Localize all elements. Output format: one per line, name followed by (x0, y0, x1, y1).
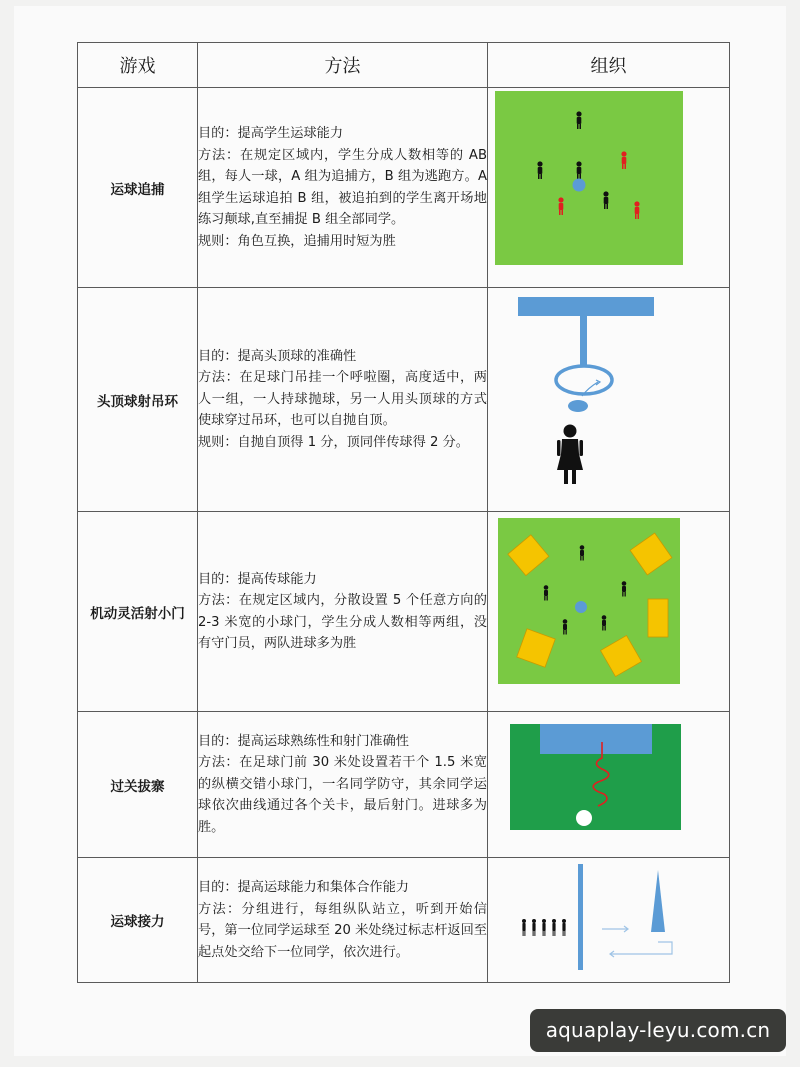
student-icon (557, 425, 583, 485)
game-name: 过关拔寨 (78, 712, 198, 858)
game-name: 头顶球射吊环 (78, 288, 198, 512)
table-row (78, 288, 730, 512)
game-description (198, 288, 488, 512)
game-description (198, 88, 488, 288)
method-line: 方法：在规定区域内，分散设置 5 个任意方向的 2-3 米宽的小球门，学生分成人数相等两组，没有守门员，两队进球多为胜 (198, 593, 487, 651)
game-description (198, 512, 488, 712)
diagram-cell (488, 288, 730, 512)
header-game: 游戏 (78, 43, 198, 88)
return-arrow-icon (610, 942, 672, 954)
method-line: 方法：在足球门吊挂一个呼啦圈，高度适中，两人一组，一人持球抛球，另一人用头顶球的方式使球穿过吊环，也可以自抛自顶。 (198, 370, 487, 429)
table-row (78, 88, 730, 288)
table-row (78, 858, 730, 983)
table-row (78, 712, 730, 858)
goal-line: 目的：提高传球能力 (198, 571, 317, 587)
game-name: 机动灵活射小门 (78, 512, 198, 712)
table-header-row (78, 43, 730, 88)
ball-icon (568, 400, 588, 412)
games-table (77, 42, 730, 983)
method-line: 方法：分组进行，每组纵队站立，听到开始信号，第一位同学运球至 20 米处绕过标志杆返回至起点处交给下一位同学，依次进行。 (198, 901, 487, 960)
game-description (198, 712, 488, 858)
ball-icon (573, 179, 586, 192)
goal-icon (540, 724, 652, 754)
ball-icon (575, 601, 587, 613)
start-line-icon (578, 864, 583, 970)
goal-line: 目的：提高学生运球能力 (198, 126, 344, 141)
game-name: 运球追捕 (78, 88, 198, 288)
game-name: 运球接力 (78, 858, 198, 983)
table-row (78, 512, 730, 712)
goal-crossbar-icon (518, 297, 654, 316)
header-organization: 组织 (488, 43, 730, 88)
dribble-relay-diagram (510, 864, 710, 976)
diagram-cell (488, 88, 730, 288)
ball-icon (576, 810, 592, 826)
pass-gates-diagram (510, 724, 692, 836)
dribble-chase-diagram (495, 91, 685, 267)
method-line: 方法：在规定区域内，学生分成人数相等的 AB 组，每人一球，A 组为追捕方，B 组为逃跑方。A 组学生运球追拍 B 组，被追拍到的学生离开场地练习颠球,直至捕捉 B 组全部同学。 (198, 147, 487, 227)
hoop-icon (556, 366, 612, 394)
goal-line: 目的：提高头顶球的准确性 (198, 348, 357, 364)
diagram-cell (488, 858, 730, 983)
diagram-cell (488, 512, 730, 712)
method-line: 方法：在足球门前 30 米处设置若干个 1.5 米宽的纵横交错小球门，一名同学防守，其余同学运球依次曲线通过各个关卡，最后射门。进球多为胜。 (198, 755, 487, 835)
diagram-cell (488, 712, 730, 858)
game-description (198, 858, 488, 983)
goal-line: 目的：提高运球能力和集体合作能力 (198, 880, 409, 895)
header-hoop-diagram (518, 296, 708, 496)
rule-line: 规则：自抛自顶得 1 分，顶同伴传球得 2 分。 (198, 434, 469, 450)
rule-line: 规则：角色互换，追捕用时短为胜 (198, 233, 396, 249)
watermark-badge: aquaplay-leyu.com.cn (530, 1009, 786, 1052)
header-method: 方法 (198, 43, 488, 88)
marker-pole-icon (651, 870, 665, 932)
hanging-pole-icon (580, 316, 587, 366)
queue-player-icons (522, 919, 566, 936)
goal-line: 目的：提高运球熟练性和射门准确性 (198, 733, 409, 749)
small-goals-diagram (498, 518, 684, 688)
